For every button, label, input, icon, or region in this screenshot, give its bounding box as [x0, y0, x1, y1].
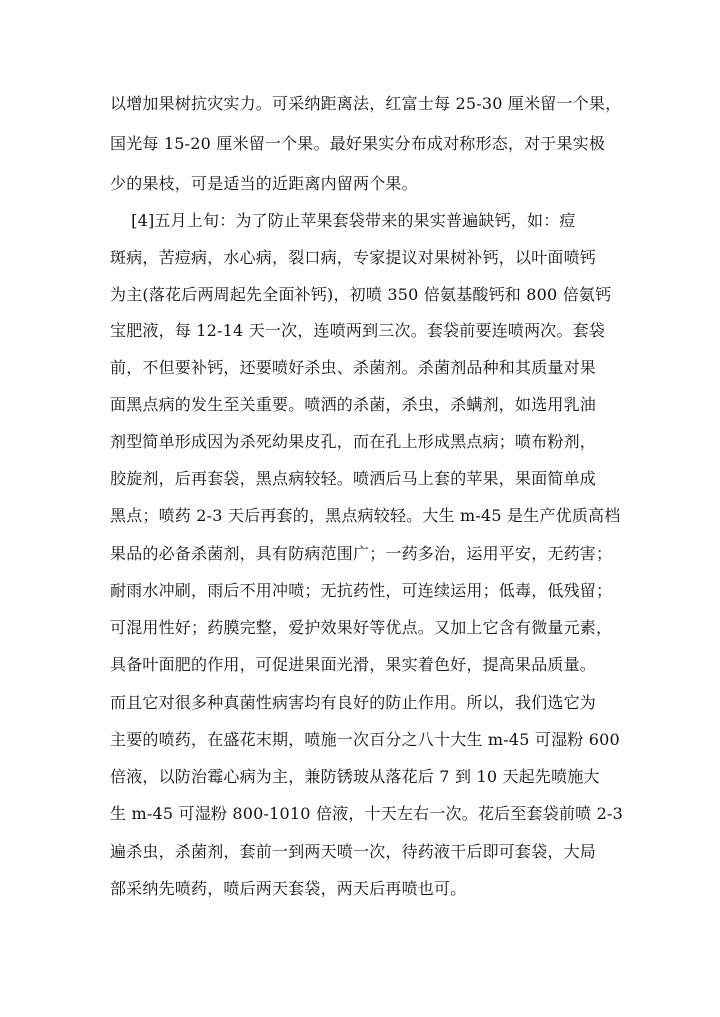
text-line: 倍液，以防治霉心病为主，兼防锈玻从落花后 7 到 10 天起先喷施大 — [110, 767, 600, 786]
text-line: 以增加果树抗灾实力。可采纳距离法，红富士每 25-30 厘米留一个果， — [110, 94, 622, 113]
text-line: 前，不但要补钙，还要喷好杀虫、杀菌剂。杀菌剂品种和其质量对果 — [110, 358, 597, 377]
text-line: 国光每 15-20 厘米留一个果。最好果实分布成对称形态，对于果实极 — [110, 134, 606, 153]
text-line: 果品的必备杀菌剂，具有防病范围广；一药多治，运用平安，无药害； — [110, 544, 613, 563]
text-line: 生 m-45 可湿粉 800-1010 倍液，十天左右一次。花后至套袋前喷 2-3 — [110, 804, 623, 823]
text-line: 耐雨水冲刷，雨后不用冲喷；无抗药性，可连续运用；低毒，低残留； — [110, 581, 613, 600]
text-line: 宝肥液，每 12-14 天一次，连喷两到三次。套袋前要连喷两次。套袋 — [110, 321, 606, 340]
text-line: 遍杀虫，杀菌剂，套前一到两天喷一次，待药液干后即可套袋，大局 — [110, 842, 597, 861]
text-line: 黑点；喷药 2-3 天后再套的，黑点病较轻。大生 m-45 是生产优质高档 — [110, 506, 621, 525]
text-line: 胶旋剂，后再套袋，黑点病较轻。喷洒后马上套的苹果，果面简单成 — [110, 469, 597, 488]
text-line: 面黑点病的发生至关重要。喷洒的杀菌，杀虫，杀螨剂，如选用乳油 — [110, 395, 597, 414]
text-line: 为主(落花后两周起先全面补钙)，初喷 350 倍氨基酸钙和 800 倍氨钙 — [110, 285, 612, 304]
text-line: [4]五月上旬：为了防止苹果套袋带来的果实普遍缺钙，如：痘 — [110, 211, 576, 230]
text-line: 剂型简单形成因为杀死幼果皮孔，而在孔上形成黑点病；喷布粉剂， — [110, 432, 597, 451]
text-line: 斑病，苦痘病，水心病，裂口病，专家提议对果树补钙，以叶面喷钙 — [110, 248, 597, 267]
text-line: 主要的喷药，在盛花末期，喷施一次百分之八十大生 m-45 可湿粉 600 — [110, 730, 620, 749]
text-line: 而且它对很多种真菌性病害均有良好的防止作用。所以，我们选它为 — [110, 693, 597, 712]
text-line: 可混用性好；药膜完整，爱护效果好等优点。又加上它含有微量元素， — [110, 618, 613, 637]
text-line: 部采纳先喷药，喷后两天套袋，两天后再喷也可。 — [110, 879, 467, 898]
text-line: 少的果枝，可是适当的近距离内留两个果。 — [110, 174, 418, 193]
text-line: 具备叶面肥的作用，可促进果面光滑，果实着色好，提高果品质量。 — [110, 655, 597, 674]
